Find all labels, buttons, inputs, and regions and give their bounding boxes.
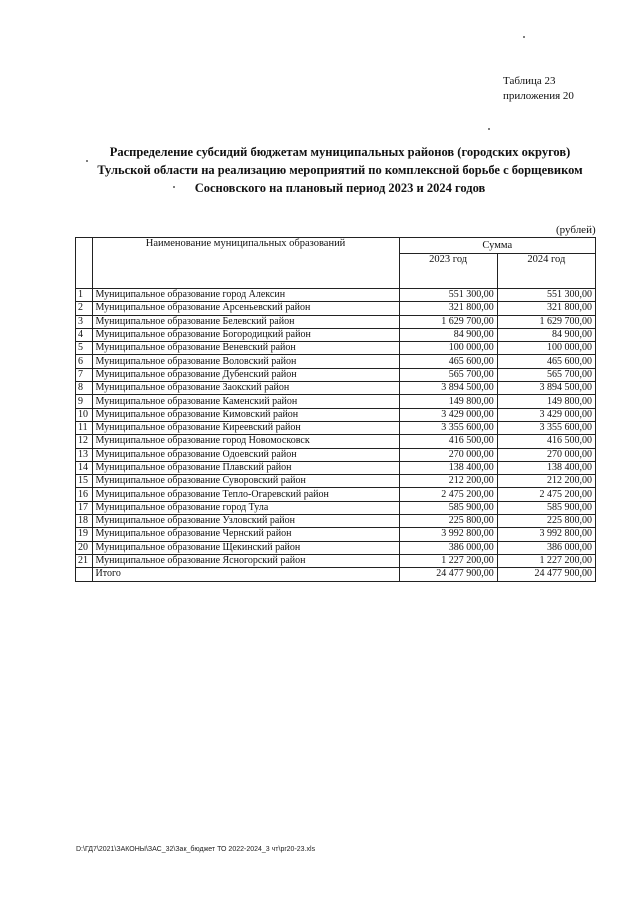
file-path: D:\ГД7\2021\ЗАКОНЫ\ЗАС_32\Зак_бюджет ТО 2022-2024_3 чт\pr20-23.xls — [76, 846, 316, 853]
row-number: 9 — [76, 395, 93, 408]
total-value-2023: 24 477 900,00 — [399, 568, 497, 581]
row-value-2024: 3 992 800,00 — [497, 528, 595, 541]
row-value-2024: 2 475 200,00 — [497, 488, 595, 501]
row-value-2023: 138 400,00 — [399, 461, 497, 474]
row-number: 14 — [76, 461, 93, 474]
row-name: Муниципальное образование Богородицкий район — [92, 328, 399, 341]
table-row — [76, 289, 596, 302]
row-number: 7 — [76, 368, 93, 381]
row-value-2024: 3 355 600,00 — [497, 421, 595, 434]
header-sum: Сумма — [399, 238, 595, 254]
row-name: Муниципальное образование Заокский район — [92, 382, 399, 395]
table-row — [76, 488, 596, 501]
total-value-2024: 24 477 900,00 — [497, 568, 595, 581]
row-value-2024: 1 227 200,00 — [497, 554, 595, 567]
row-number: 12 — [76, 435, 93, 448]
table-row — [76, 461, 596, 474]
row-name: Муниципальное образование Дубенский район — [92, 368, 399, 381]
row-name: Муниципальное образование город Алексин — [92, 289, 399, 302]
table-row — [76, 475, 596, 488]
row-name: Муниципальное образование Тепло-Огаревский район — [92, 488, 399, 501]
row-value-2024: 551 300,00 — [497, 289, 595, 302]
row-value-2024: 149 800,00 — [497, 395, 595, 408]
row-name: Муниципальное образование Каменский район — [92, 395, 399, 408]
table-row — [76, 408, 596, 421]
table-row — [76, 448, 596, 461]
row-value-2023: 3 992 800,00 — [399, 528, 497, 541]
table-row — [76, 515, 596, 528]
table-row — [76, 355, 596, 368]
row-value-2024: 270 000,00 — [497, 448, 595, 461]
scan-speck — [488, 128, 490, 130]
row-number: 10 — [76, 408, 93, 421]
table-row — [76, 302, 596, 315]
row-value-2023: 84 900,00 — [399, 328, 497, 341]
row-name: Муниципальное образование Воловский район — [92, 355, 399, 368]
subsidy-table — [75, 237, 596, 582]
row-number: 4 — [76, 328, 93, 341]
row-number: 2 — [76, 302, 93, 315]
total-number-cell — [76, 568, 93, 581]
row-number: 16 — [76, 488, 93, 501]
table-row — [76, 501, 596, 514]
row-value-2024: 386 000,00 — [497, 541, 595, 554]
row-number: 5 — [76, 342, 93, 355]
appendix-number: приложения 20 — [503, 90, 574, 102]
document-title — [60, 143, 620, 197]
row-number: 15 — [76, 475, 93, 488]
table-row — [76, 342, 596, 355]
row-value-2024: 321 800,00 — [497, 302, 595, 315]
row-name: Муниципальное образование Веневский район — [92, 342, 399, 355]
title-line-3: Сосновского на плановый период 2023 и 2024 годов — [194, 181, 486, 195]
row-number: 18 — [76, 515, 93, 528]
total-label: Итого — [92, 568, 399, 581]
row-value-2023: 585 900,00 — [399, 501, 497, 514]
header-2023: 2023 год — [399, 254, 497, 289]
table-reference — [503, 74, 574, 104]
table-row — [76, 395, 596, 408]
row-value-2023: 149 800,00 — [399, 395, 497, 408]
row-name: Муниципальное образование Белевский район — [92, 315, 399, 328]
row-value-2023: 551 300,00 — [399, 289, 497, 302]
row-value-2024: 465 600,00 — [497, 355, 595, 368]
row-value-2023: 1 629 700,00 — [399, 315, 497, 328]
row-value-2023: 386 000,00 — [399, 541, 497, 554]
total-row — [76, 568, 596, 581]
row-name: Муниципальное образование Суворовский район — [92, 475, 399, 488]
row-value-2023: 3 429 000,00 — [399, 408, 497, 421]
table-row — [76, 435, 596, 448]
row-value-2024: 3 894 500,00 — [497, 382, 595, 395]
row-value-2024: 416 500,00 — [497, 435, 595, 448]
row-value-2023: 465 600,00 — [399, 355, 497, 368]
row-value-2023: 3 894 500,00 — [399, 382, 497, 395]
table-row — [76, 421, 596, 434]
row-name: Муниципальное образование город Новомосковск — [92, 435, 399, 448]
row-value-2023: 100 000,00 — [399, 342, 497, 355]
header-2024: 2024 год — [497, 254, 595, 289]
row-value-2024: 3 429 000,00 — [497, 408, 595, 421]
scan-speck — [86, 160, 88, 162]
row-value-2023: 212 200,00 — [399, 475, 497, 488]
row-name: Муниципальное образование Кимовский район — [92, 408, 399, 421]
table-row — [76, 315, 596, 328]
header-name: Наименование муниципальных образований — [92, 238, 399, 289]
row-number: 17 — [76, 501, 93, 514]
row-number: 1 — [76, 289, 93, 302]
row-name: Муниципальное образование Одоевский район — [92, 448, 399, 461]
row-number: 19 — [76, 528, 93, 541]
units-label: (рублей) — [556, 224, 596, 236]
row-number: 3 — [76, 315, 93, 328]
title-line-1: Распределение субсидий бюджетам муниципальных районов (городских округов) — [109, 145, 571, 159]
row-value-2023: 565 700,00 — [399, 368, 497, 381]
row-name: Муниципальное образование Ясногорский район — [92, 554, 399, 567]
row-value-2024: 225 800,00 — [497, 515, 595, 528]
row-value-2023: 270 000,00 — [399, 448, 497, 461]
row-number: 6 — [76, 355, 93, 368]
row-value-2023: 1 227 200,00 — [399, 554, 497, 567]
row-value-2023: 321 800,00 — [399, 302, 497, 315]
row-name: Муниципальное образование Плавский район — [92, 461, 399, 474]
row-name: Муниципальное образование Щекинский район — [92, 541, 399, 554]
row-number: 13 — [76, 448, 93, 461]
table-row — [76, 368, 596, 381]
row-value-2024: 565 700,00 — [497, 368, 595, 381]
row-name: Муниципальное образование Узловский район — [92, 515, 399, 528]
row-name: Муниципальное образование Арсеньевский район — [92, 302, 399, 315]
scan-speck — [173, 186, 175, 188]
row-value-2023: 2 475 200,00 — [399, 488, 497, 501]
row-value-2024: 84 900,00 — [497, 328, 595, 341]
table-row — [76, 541, 596, 554]
row-value-2024: 585 900,00 — [497, 501, 595, 514]
row-number: 8 — [76, 382, 93, 395]
row-value-2023: 225 800,00 — [399, 515, 497, 528]
row-number: 20 — [76, 541, 93, 554]
row-value-2024: 138 400,00 — [497, 461, 595, 474]
row-value-2023: 416 500,00 — [399, 435, 497, 448]
table-row — [76, 528, 596, 541]
row-value-2024: 100 000,00 — [497, 342, 595, 355]
row-value-2024: 212 200,00 — [497, 475, 595, 488]
row-number: 11 — [76, 421, 93, 434]
row-name: Муниципальное образование Чернский район — [92, 528, 399, 541]
table-row — [76, 382, 596, 395]
row-value-2024: 1 629 700,00 — [497, 315, 595, 328]
table-row — [76, 554, 596, 567]
scan-speck — [523, 36, 525, 38]
row-value-2023: 3 355 600,00 — [399, 421, 497, 434]
header-number — [76, 238, 93, 289]
table-row — [76, 328, 596, 341]
title-line-2: Тульской области на реализацию мероприятий по комплексной борьбе с борщевиком — [97, 163, 583, 177]
row-name: Муниципальное образование Киреевский район — [92, 421, 399, 434]
table-number: Таблица 23 — [503, 75, 556, 87]
row-name: Муниципальное образование город Тула — [92, 501, 399, 514]
row-number: 21 — [76, 554, 93, 567]
